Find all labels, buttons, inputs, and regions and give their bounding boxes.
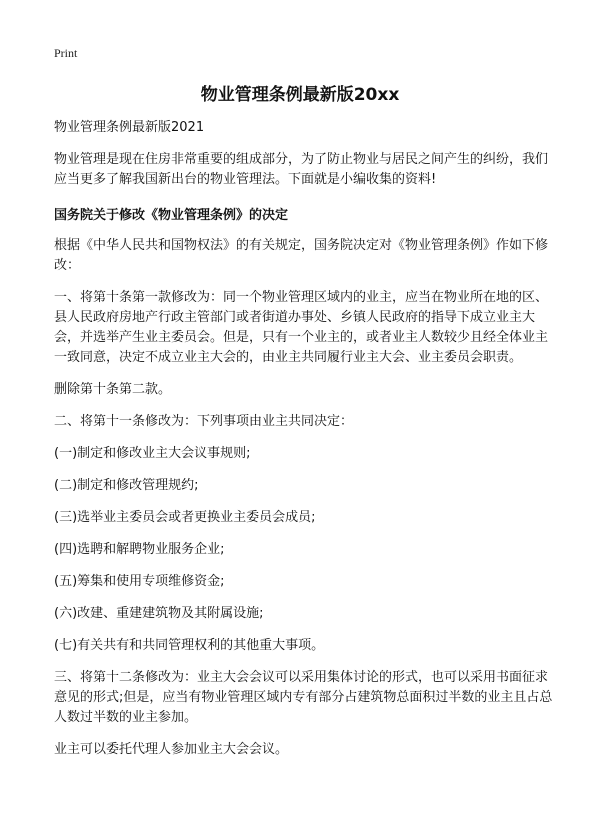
print-link[interactable]: Print [54,46,78,60]
list-item: (三)选举业主委员会或者更换业主委员会成员; [54,510,316,525]
intro-paragraph: 物业管理是现在住房非常重要的组成部分，为了防止物业与居民之间产生的纠纷，我们应当更多了解我国新出台的物业管理法。下面就是小编收集的资料! [54,152,549,187]
list-item: (七)有关共有和共同管理权利的其他重大事项。 [54,638,325,653]
document-subtitle: 物业管理条例最新版2021 [54,120,205,135]
document-body [54,118,560,760]
document-title: 物业管理条例最新版20xx [200,85,400,105]
paragraph: 二、将第十一条修改为：下列事项由业主共同决定： [54,414,354,429]
list-item: (六)改建、重建建筑物及其附属设施; [54,606,264,621]
list-item: (一)制定和修改业主大会议事规则; [54,446,251,461]
paragraph: 删除第十条第二款。 [54,382,172,397]
list-item: (四)选聘和解聘物业服务企业; [54,542,225,557]
paragraph: 三、将第十二条修改为：业主大会会议可以采用集体讨论的形式，也可以采用书面征求意见的形式;但是，应当有物业管理区域内专有部分占建筑物总面积过半数的业主且占总人数过半数的业主参加。 [54,670,553,725]
paragraph: 根据《中华人民共和国物权法》的有关规定，国务院决定对《物业管理条例》作如下修改： [54,238,549,273]
section-heading: 国务院关于修改《物业管理条例》的决定 [54,208,289,223]
paragraph: 一、将第十条第一款修改为：同一个物业管理区域内的业主，应当在物业所在地的区、县人民政府房地产行政主管部门或者街道办事处、乡镇人民政府的指导下成立业主大会，并选举产生业主委员会。但是，只有一个业主的，或者业主人数较少且经全体业主一致同意，决定不成立业主大会的，由业主共同履行业主大会、业主委员会职责。 [54,290,549,365]
list-item: (二)制定和修改管理规约; [54,478,199,493]
paragraph: 业主可以委托代理人参加业主大会会议。 [54,742,289,757]
list-item: (五)筹集和使用专项维修资金; [54,574,225,589]
